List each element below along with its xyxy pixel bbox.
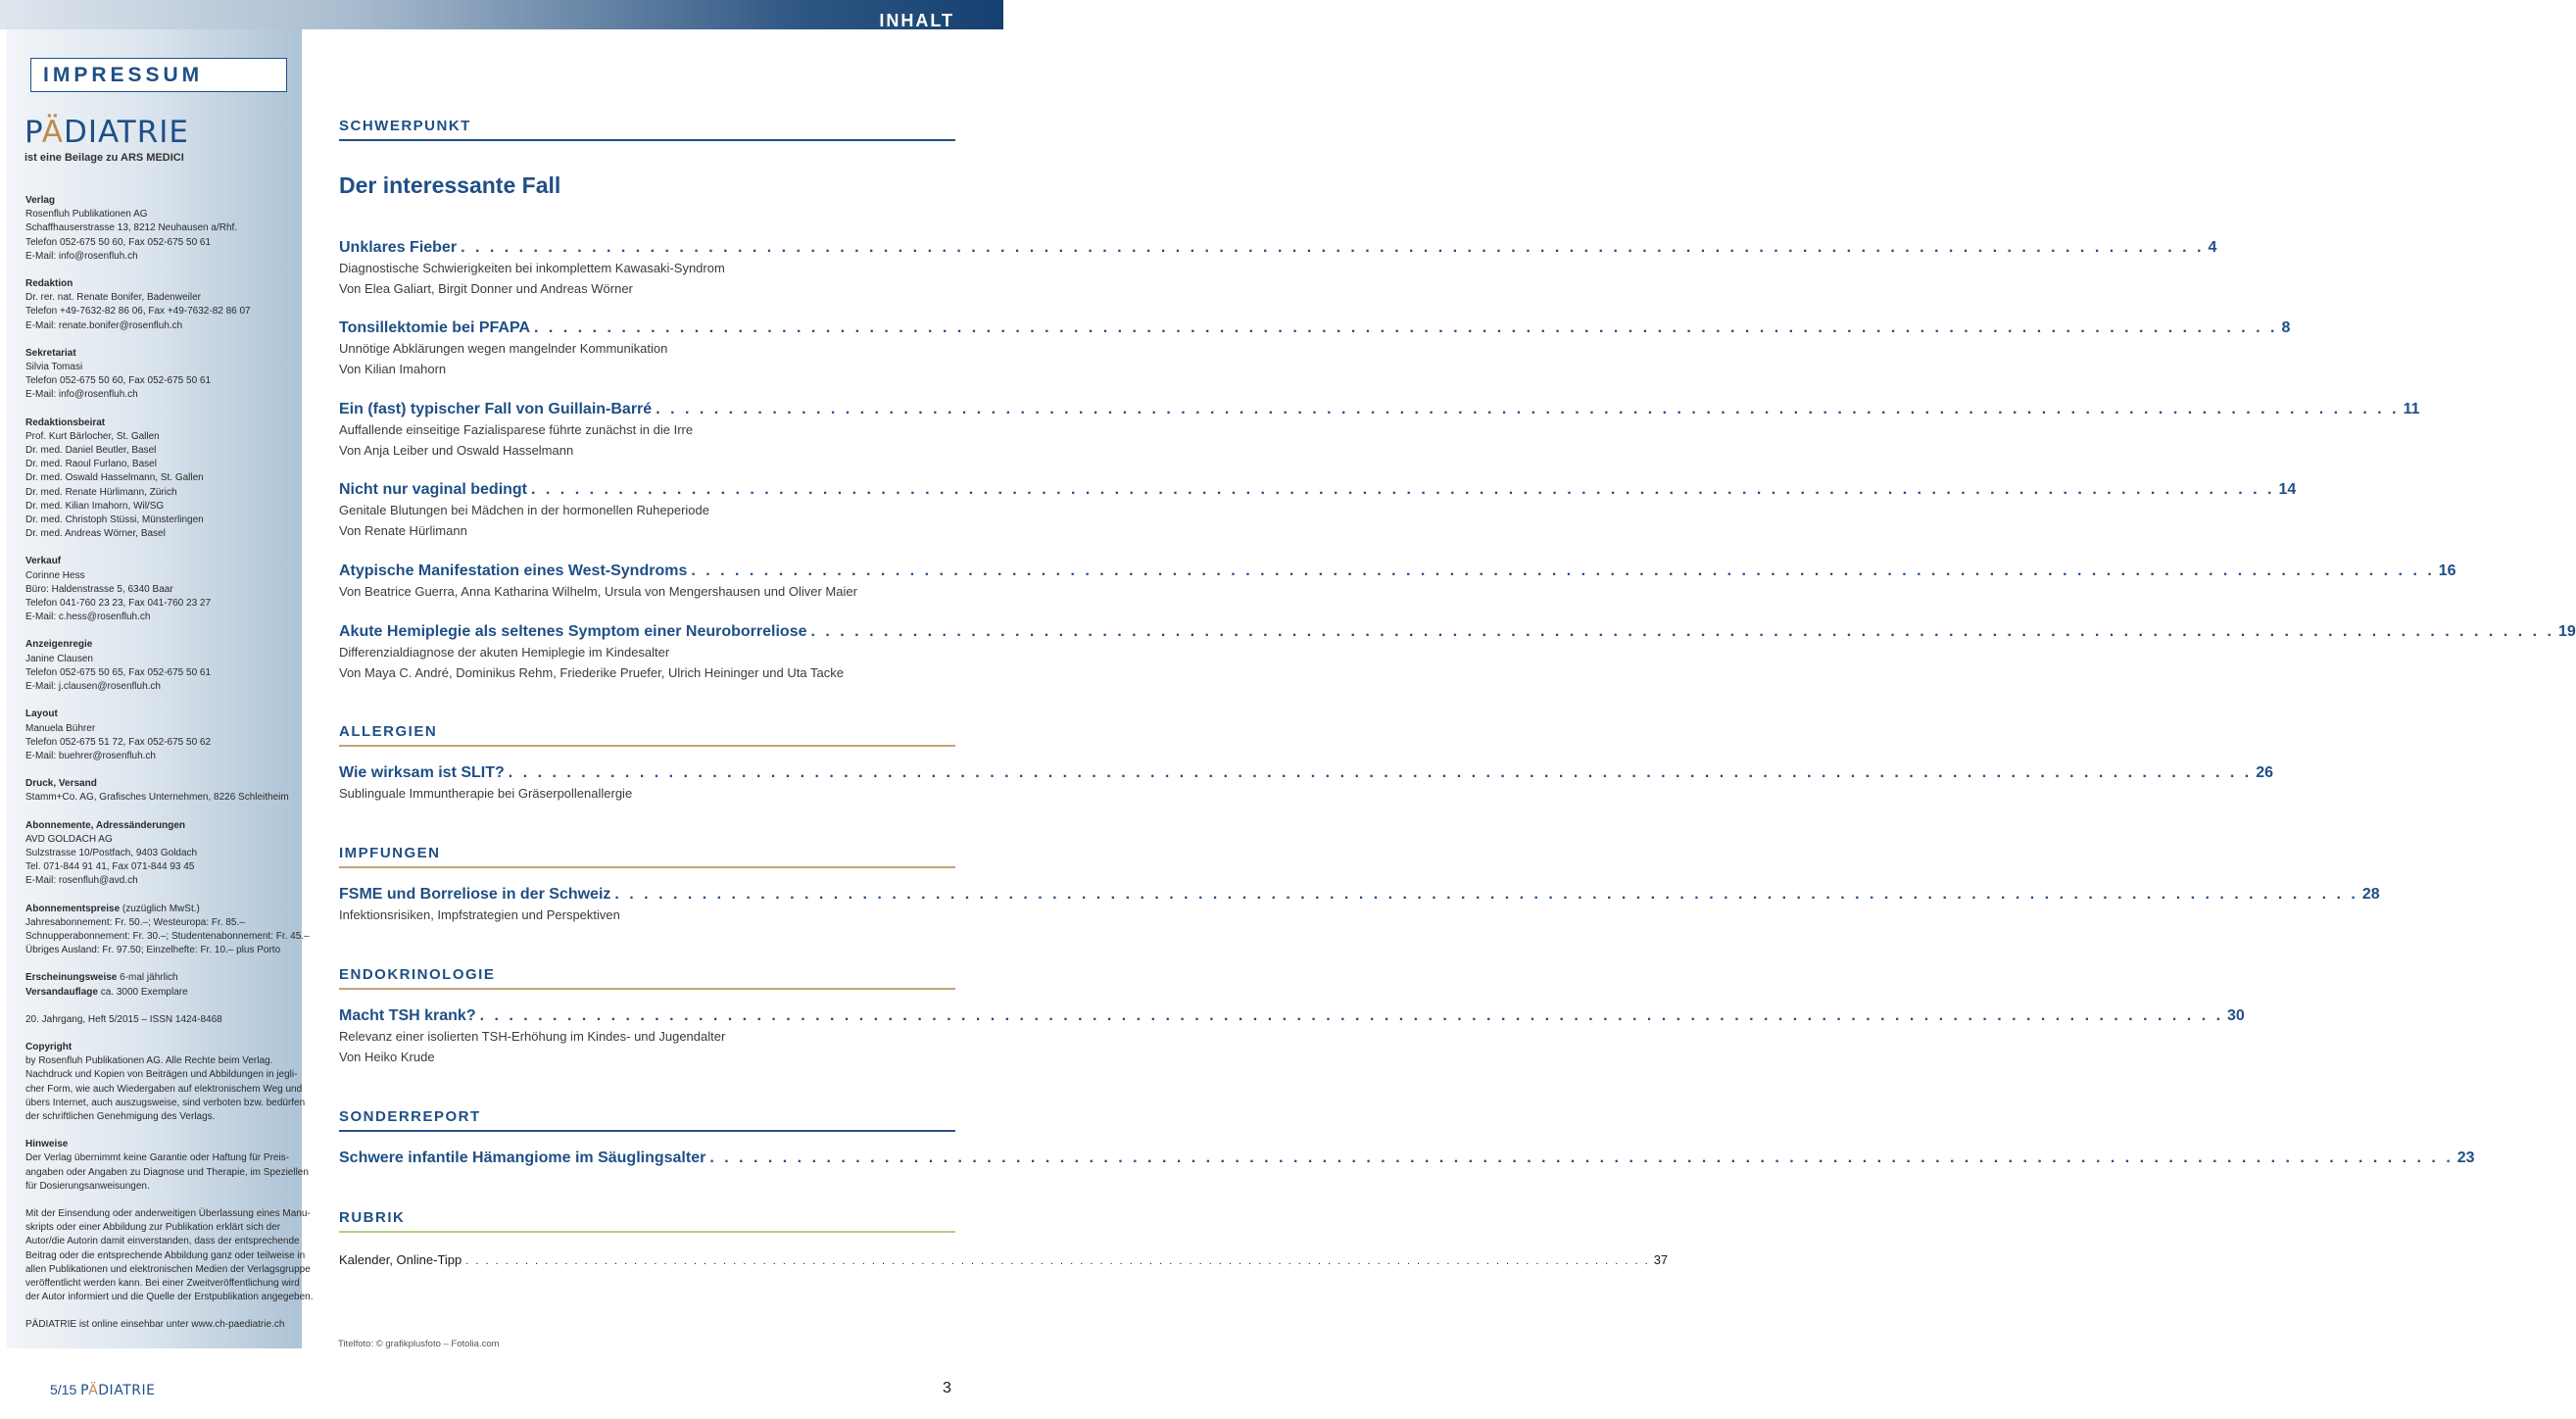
toc-page-number: 8 [2281,319,2291,336]
imp-section [25,708,300,763]
imp-line: allen Publikationen und elektronischen Medien der Verlagsgruppe [25,1263,311,1275]
footer-issue: 5/15 PÄDIATRIE [50,1382,156,1398]
imp-line: Dr. rer. nat. Renate Bonifer, Badenweiler [25,292,201,304]
imp-line: E-Mail: info@rosenfluh.ch [25,389,138,401]
photo-credit: Titelfoto: © grafikplusfoto – Fotolia.com [338,1339,500,1349]
imp-line: Telefon +49-7632-82 86 06, Fax +49-7632-82 86 07 [25,306,251,318]
toc-leader-dots: . . . . . . . . . . . . . . . . . . . . . . . . . . . . . . . . . . . . . . . . . . . . . . . . . . . . . . . . . . . . . . . . . . . . . . . . . . . . . . . . . . . . . . . . . . . . . . . . . . . . . . . . . . . . . . . . . . . . . . . . [656,401,2400,417]
toc-entry-row [339,480,2297,500]
toc-entry-row [339,622,2576,642]
page-number: 3 [943,1380,951,1396]
imp-line: Beitrag oder die entsprechende Abbildung ganz oder teilweise in [25,1249,306,1261]
imp-line: Schnupperabonnement: Fr. 30.–; Studentenabonnement: Fr. 45.– [25,930,310,942]
toc-entry-allergien[interactable]: Wie wirksam ist SLIT? . . . . . . . . . . . . . . . . . . . . . . . . . . . . . . . . . . . . . . . . . . . . . . . . . . . . . . . . . . . . . . . . . . . . . . . . . . . . . . . . . . . . . . . . . . . . . . . . . . . . . . . . . . . . . . . . . . . . . . . . 26 Sublinguale Immuntherapie bei Gräserpollenallergie [339,764,2274,801]
header-bar [0,0,1003,29]
imp-line: Stamm+Co. AG, Grafisches Unternehmen, 8226 Schleitheim [25,792,289,804]
imp-line: E-Mail: renate.bonifer@rosenfluh.ch [25,319,183,331]
imp-line: für Dosierungsanweisungen. [25,1180,150,1192]
imp-line: der schriftlichen Genehmigung des Verlags. [25,1110,216,1122]
imp-hinweis: Hinweise Der Verlag übernimmt keine Garantie oder Haftung für Preis- angaben oder Angaben zu Diagnose und Therapie, im Speziellen für Dosierungsanweisungen. [25,1138,300,1194]
toc-entry-authors: Von Maya C. André, Dominikus Rehm, Friederike Pruefer, Ulrich Heininger und Uta Tacke [339,665,844,680]
toc-entry[interactable] [339,400,2420,461]
imp-issue: 20. Jahrgang, Heft 5/2015 – ISSN 1424-8468 [25,1013,222,1025]
imp-section-head: Sekretariat [25,347,76,359]
imp-line: Telefon 052-675 50 60, Fax 052-675 50 61 [25,375,212,387]
section-head-schwerpunkt: SCHWERPUNKT [339,119,955,141]
focus-title: Der interessante Fall [339,172,561,198]
imp-line: Nachdruck und Kopien von Beiträgen und Abbildungen in jegli- [25,1069,298,1081]
toc-page-number: 19 [2557,623,2576,640]
section-head-rubrik: RUBRIK [339,1210,955,1233]
imp-line: Dr. med. Kilian Imahorn, Wil/SG [25,500,165,512]
imp-section [25,347,300,403]
impressum-title: IMPRESSUM [43,64,204,86]
imp-section [25,638,300,694]
imp-line: E-Mail: rosenfluh@avd.ch [25,875,138,887]
imp-line: Dr. med. Christoph Stüssi, Münsterlingen [25,514,204,526]
imp-line: angaben oder Angaben zu Diagnose und Therapie, im Speziellen [25,1166,309,1178]
toc-entry-title: Tonsillektomie bei PFAPA [339,319,530,336]
imp-line: Silvia Tomasi [25,362,83,373]
imp-line: Autor/die Autorin damit einverstanden, dass der entsprechende [25,1236,300,1248]
footer-logo: PÄDIATRIE [80,1383,156,1398]
imp-line: übers Internet, auch auszugsweise, sind verboten bzw. bedürfen [25,1097,306,1108]
paediatrie-logo: PÄDIATRIE [24,115,190,150]
toc-entry-authors: Von Elea Galiart, Birgit Donner und Andreas Wörner [339,281,633,296]
toc-leader-dots: . . . . . . . . . . . . . . . . . . . . . . . . . . . . . . . . . . . . . . . . . . . . . . . . . . . . . . . . . . . . . . . . . . . . . . . . . . . . . . . . . . . . . . . . . . . . . . . . . . . . . . . . . . . . . . . . . . . . . . . . [534,319,2278,336]
toc-entry-authors: Von Anja Leiber und Oswald Hasselmann [339,443,574,458]
section-head-impfungen: IMPFUNGEN [339,846,955,868]
imp-line: Janine Clausen [25,653,93,664]
toc-entry-row [339,318,2291,338]
imp-line: E-Mail: j.clausen@rosenfluh.ch [25,681,161,693]
toc-entry[interactable] [339,480,2297,541]
toc-entry-row [339,562,2456,581]
toc-entry-title: Unklares Fieber [339,239,458,256]
imp-line: E-Mail: buehrer@rosenfluh.ch [25,750,156,761]
imp-section [25,277,300,333]
toc-page-number: 16 [2438,563,2456,579]
logo-subtitle: ist eine Beilage zu ARS MEDICI [24,152,184,164]
imp-line: skripts oder einer Abbildung zur Publikation erklärt sich der [25,1222,281,1234]
imp-line: E-Mail: c.hess@rosenfluh.ch [25,612,151,623]
toc-entry-sonderreport[interactable]: Schwere infantile Hämangiome im Säuglingsalter . . . . . . . . . . . . . . . . . . . . . . . . . . . . . . . . . . . . . . . . . . . . . . . . . . . . . . . . . . . . . . . . . . . . . . . . . . . . . . . . . . . . . . . . . . . . . . . . . . . . . . . . . . . . . . . . . . . . . . . . 23 [339,1150,2475,1166]
toc-entry-title: Nicht nur vaginal bedingt [339,481,528,498]
toc-entry-title: Ein (fast) typischer Fall von Guillain-Barré [339,401,653,417]
section-label-inhalt: INHALT [879,11,954,30]
imp-section-head: Anzeigenregie [25,639,93,651]
section-head-sonderreport: SONDERREPORT [339,1109,955,1132]
imp-online: PÄDIATRIE ist online einsehbar unter www.ch-paediatrie.ch [25,1319,285,1331]
imp-line: veröffentlicht werden kann. Bei einer Zweitveröffentlichung wird [25,1278,300,1289]
imp-line: cher Form, wie auch Wiedergaben auf elektronischem Weg und [25,1083,303,1095]
toc-leader-dots: . . . . . . . . . . . . . . . . . . . . . . . . . . . . . . . . . . . . . . . . . . . . . . . . . . . . . . . . . . . . . . . . . . . . . . . . . . . . . . . . . . . . . . . . . . . . . . . . . . . . . . . . . . . . . . . . . . . . . . . . [461,239,2205,256]
imp-line: Übriges Ausland: Fr. 97.50; Einzelhefte: Fr. 10.– plus Porto [25,945,281,956]
toc-entry-subtitle: Diagnostische Schwierigkeiten bei inkomplettem Kawasaki-Syndrom [339,261,725,275]
imp-section [25,819,300,889]
imp-line: Jahresabonnement: Fr. 50.–; Westeuropa: Fr. 85.– [25,916,245,928]
toc-page-number: 14 [2278,481,2297,498]
imp-line: AVD GOLDACH AG [25,833,113,845]
imp-section [25,416,300,542]
toc-leader-dots: . . . . . . . . . . . . . . . . . . . . . . . . . . . . . . . . . . . . . . . . . . . . . . . . . . . . . . . . . . . . . . . . . . . . . . . . . . . . . . . . . . . . . . . . . . . . . . . . . . . . . . . . . . . . . . . . . . . . . . . . [691,563,2435,579]
imp-line: Telefon 052-675 50 65, Fax 052-675 50 61 [25,666,212,678]
imp-line: E-Mail: info@rosenfluh.ch [25,250,138,262]
section-head-endokrinologie: ENDOKRINOLOGIE [339,967,955,990]
imp-section [25,555,300,624]
toc-entry[interactable] [339,318,2291,379]
toc-entry-subtitle: Genitale Blutungen bei Mädchen in der hormonellen Ruheperiode [339,503,709,517]
imp-line: Mit der Einsendung oder anderweitigen Überlassung eines Manu- [25,1207,311,1219]
toc-entry-subtitle: Von Beatrice Guerra, Anna Katharina Wilhelm, Ursula von Mengershausen und Oliver Maier [339,584,857,599]
toc-leader-dots: . . . . . . . . . . . . . . . . . . . . . . . . . . . . . . . . . . . . . . . . . . . . . . . . . . . . . . . . . . . . . . . . . . . . . . . . . . . . . . . . . . . . . . . . . . . . . . . . . . . . . . . . . . . . . . . . . . . . . . . . [810,623,2554,640]
toc-leader-dots: . . . . . . . . . . . . . . . . . . . . . . . . . . . . . . . . . . . . . . . . . . . . . . . . . . . . . . . . . . . . . . . . . . . . . . . . . . . . . . . . . . . . . . . . . . . . . . . . . . . . . . . . . . . . . . . . . . . . . . . . [531,481,2275,498]
toc-entry-row [339,400,2420,419]
imp-section-head: Layout [25,709,58,720]
toc-entry-authors: Von Kilian Imahorn [339,362,447,376]
imp-prices: Abonnementspreise (zuzüglich MwSt.) Jahresabonnement: Fr. 50.–; Westeuropa: Fr. 85.– Schnupperabonnement: Fr. 30.–; Studentenabonnement: Fr. 45.– Übriges Ausland: Fr. 97.50; Einzelhefte: Fr. 10.– plus Porto [25,903,300,958]
imp-line: Sulzstrasse 10/Postfach, 9403 Goldach [25,847,198,858]
imp-section [25,194,300,264]
toc-entry[interactable] [339,622,2576,683]
imp-frequency: Erscheinungsweise 6-mal jährlich Versandauflage ca. 3000 Exemplare [25,972,188,998]
imp-section-head: Redaktion [25,278,73,290]
toc-entry-authors: Von Renate Hürlimann [339,523,467,538]
toc-page-number: 4 [2208,239,2217,256]
imp-line: Der Verlag übernimmt keine Garantie oder Haftung für Preis- [25,1152,290,1164]
imp-line: Telefon 041-760 23 23, Fax 041-760 23 27 [25,598,212,610]
toc-entry-subtitle: Auffallende einseitige Fazialisparese führte zunächst in die Irre [339,422,694,437]
imp-line: Telefon 052-675 50 60, Fax 052-675 50 61 [25,236,212,248]
imp-line: by Rosenfluh Publikationen AG. Alle Rechte beim Verlag. [25,1055,273,1067]
imp-section-head: Druck, Versand [25,778,97,790]
imp-line: Corinne Hess [25,569,85,581]
imp-line: Dr. med. Daniel Beutler, Basel [25,445,157,457]
impressum-title-box [30,58,287,92]
imp-line: Rosenfluh Publikationen AG [25,209,148,220]
imp-line: Schaffhauserstrasse 13, 8212 Neuhausen a/Rhf. [25,222,238,234]
imp-section-head: Redaktionsbeirat [25,416,106,428]
toc-entry-impfungen[interactable]: FSME und Borreliose in der Schweiz . . . . . . . . . . . . . . . . . . . . . . . . . . . . . . . . . . . . . . . . . . . . . . . . . . . . . . . . . . . . . . . . . . . . . . . . . . . . . . . . . . . . . . . . . . . . . . . . . . . . . . . . . . . . . . . . . . . . . . . . 28 Infektionsrisiken, Impfstrategien und Perspektiven [339,886,2380,922]
imp-copyright: Copyright by Rosenfluh Publikationen AG. Alle Rechte beim Verlag. Nachdruck und Kopien von Beiträgen und Abbildungen in jegli- cher Form, wie auch Wiedergaben auf elektronischem Weg und übers Internet, auch auszugsweise, sind verboten bzw. bedürfen der schriftlichen Genehmigung des Verlags. [25,1041,300,1124]
imp-line: Prof. Kurt Bärlocher, St. Gallen [25,430,160,442]
imp-line: Dr. med. Oswald Hasselmann, St. Gallen [25,472,204,484]
imp-line: Dr. med. Andreas Wörner, Basel [25,528,166,540]
section-head-allergien: ALLERGIEN [339,724,955,747]
toc-entry-endokrinologie[interactable]: Macht TSH krank? . . . . . . . . . . . . . . . . . . . . . . . . . . . . . . . . . . . . . . . . . . . . . . . . . . . . . . . . . . . . . . . . . . . . . . . . . . . . . . . . . . . . . . . . . . . . . . . . . . . . . . . . . . . . . . . . . . . . . . . . 30 Relevanz einer isolierten TSH-Erhöhung im Kindes- und Jugendalter Von Heiko Krude [339,1007,2245,1064]
imp-line: Tel. 071-844 91 41, Fax 071-844 93 45 [25,861,195,873]
toc-entry[interactable] [339,562,2456,602]
toc-entry-subtitle: Differenzialdiagnose der akuten Hemiplegie im Kindesalter [339,645,670,660]
impressum-content [25,194,314,1333]
imp-line: Telefon 052-675 51 72, Fax 052-675 50 62 [25,736,212,748]
toc-entry-title: Atypische Manifestation eines West-Syndroms [339,563,688,579]
imp-section-head: Verlag [25,195,56,206]
imp-line: der Autor informiert und die Quelle der Erstpublikation angegeben. [25,1292,314,1303]
imp-section-head: Verkauf [25,556,62,567]
imp-line: Dr. med. Raoul Furlano, Basel [25,459,157,470]
toc-entry-rubrik[interactable]: Kalender, Online-Tipp . . . . . . . . . . . . . . . . . . . . . . . . . . . . . . . . . . . . . . . . . . . . . . . . . . . . . . . . . . . . . . . . . . . . . . . . . . . . . . . . . . . . . . . . . . . . . . . . . . . . . . . . . . . . . . . . . . . . . . . . 37 [339,1252,1669,1267]
toc-entry-title: Akute Hemiplegie als seltenes Symptom einer Neuroborreliose [339,623,807,640]
toc-entry-subtitle: Unnötige Abklärungen wegen mangelnder Kommunikation [339,341,668,356]
toc-page-number: 11 [2403,401,2420,417]
imp-section-head: Abonnemente, Adressänderungen [25,819,185,831]
imp-line: Manuela Bührer [25,722,96,734]
imp-line: Büro: Haldenstrasse 5, 6340 Baar [25,583,173,595]
imp-section [25,777,300,805]
toc-entry[interactable] [339,238,2217,299]
toc-entry-row [339,238,2217,258]
imp-line: Dr. med. Renate Hürlimann, Zürich [25,486,177,498]
imp-consent [25,1207,314,1304]
